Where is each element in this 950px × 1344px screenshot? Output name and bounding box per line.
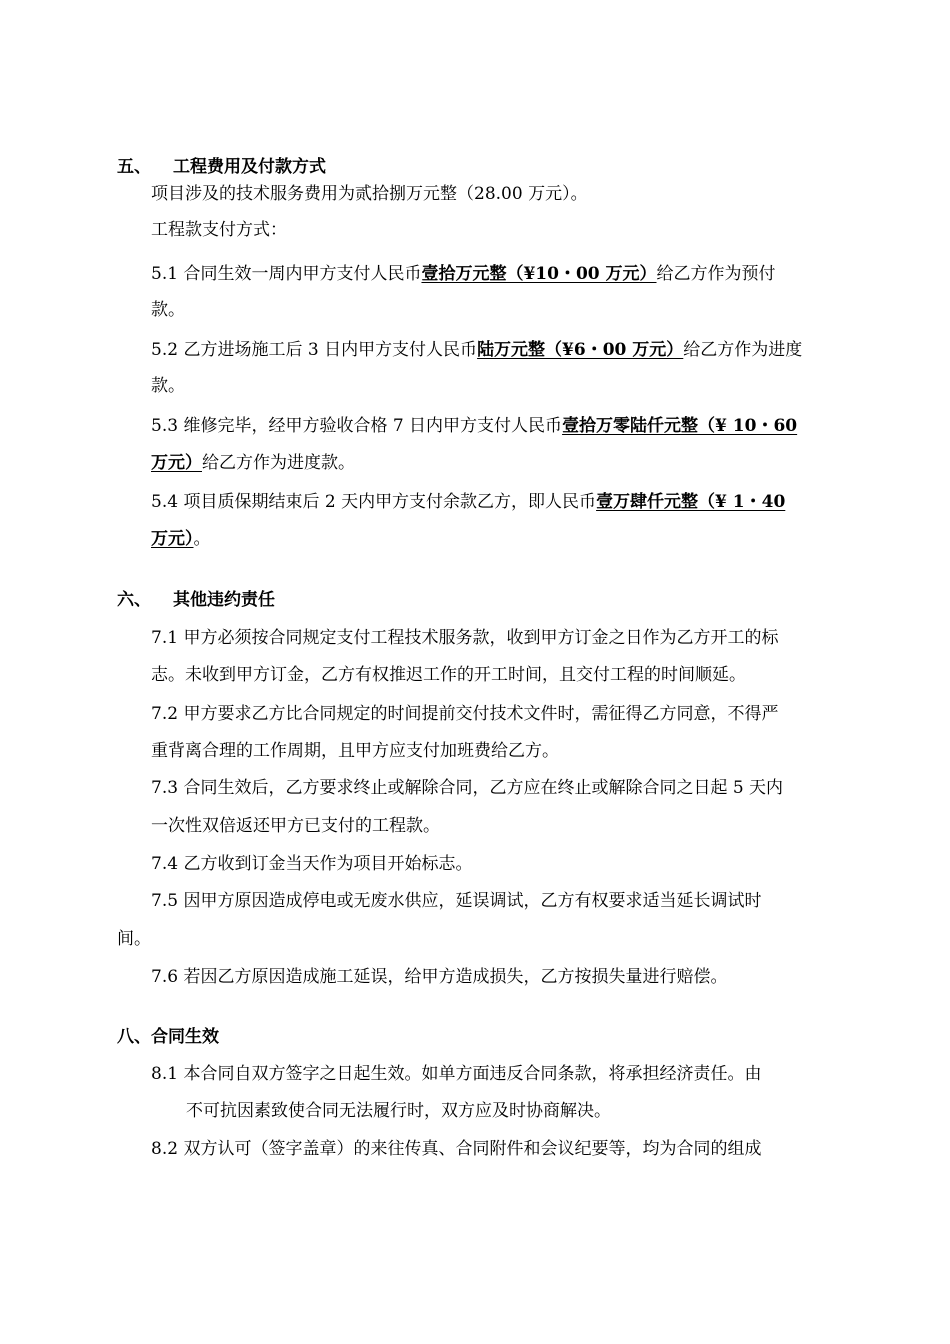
clause-5-2: [151, 338, 802, 362]
clause-5-3: [151, 414, 797, 438]
clause-7-1: 7.1 甲方必须按合同规定支付工程技术服务款，收到甲方订金之日作为乙方开工的标: [151, 628, 779, 648]
section-5-number: 五、: [117, 157, 151, 177]
clause-5-2-amount: 陆万元整（¥6・00 万元）: [477, 340, 684, 360]
clause-5-4-amount-cont: 万元）: [151, 529, 194, 549]
section-6-number: 六、: [117, 590, 151, 610]
clause-8-2: 8.2 双方认可（签字盖章）的来往传真、合同附件和会议纪要等，均为合同的组成: [151, 1139, 762, 1159]
clause-7-6: 7.6 若因乙方原因造成施工延误，给甲方造成损失，乙方按损失量进行赔偿。: [151, 967, 728, 987]
section-6-heading: [117, 588, 275, 612]
section-6-title: 其他违约责任: [173, 590, 275, 610]
section-5-heading: [117, 155, 326, 179]
clause-7-5-cont: 间。: [117, 929, 151, 949]
clause-5-2-cont: 款。: [151, 376, 185, 396]
clause-5-1-text: 5.1 合同生效一周内甲方支付人民币: [151, 264, 422, 284]
clause-8-1: 8.1 本合同自双方签字之日起生效。如单方面违反合同条款，将承担经济责任。由: [151, 1064, 762, 1084]
clause-5-2-text: 5.2 乙方进场施工后 3 日内甲方支付人民币: [151, 340, 478, 360]
section-5-title: 工程费用及付款方式: [173, 157, 326, 177]
clause-5-3-text: 5.3 维修完毕，经甲方验收合格 7 日内甲方支付人民币: [151, 416, 563, 436]
clause-5-4-tail: 。: [193, 529, 211, 549]
clause-7-2: 7.2 甲方要求乙方比合同规定的时间提前交付技术文件时，需征得乙方同意，不得严: [151, 704, 779, 724]
section-8-heading: 八、合同生效: [117, 1027, 219, 1047]
clause-5-1-cont: 款。: [151, 300, 185, 320]
clause-5-4-text: 5.4 项目质保期结束后 2 天内甲方支付余款乙方，即人民币: [151, 492, 597, 512]
clause-8-1-cont: 不可抗因素致使合同无法履行时，双方应及时协商解决。: [186, 1101, 611, 1121]
clause-5-3-cont: [151, 451, 355, 475]
clause-7-2-cont: 重背离合理的工作周期，且甲方应支付加班费给乙方。: [151, 741, 559, 761]
clause-5-1: [151, 262, 776, 286]
clause-5-4-cont: [151, 527, 211, 551]
payment-method-label: 工程款支付方式：: [151, 220, 287, 240]
clause-7-1-cont: 志。未收到甲方订金，乙方有权推迟工作的开工时间，且交付工程的时间顺延。: [151, 665, 746, 685]
clause-5-2-tail: 给乙方作为进度: [683, 340, 803, 360]
clause-7-3: 7.3 合同生效后，乙方要求终止或解除合同，乙方应在终止或解除合同之日起 5 天内: [151, 778, 784, 798]
clause-5-1-amount: 壹拾万元整（¥10・00 万元）: [421, 264, 657, 284]
clause-7-4: 7.4 乙方收到订金当天作为项目开始标志。: [151, 854, 473, 874]
clause-5-1-tail: 给乙方作为预付: [656, 264, 776, 284]
clause-5-4-amount: 壹万肆仟元整（¥ 1・40: [596, 492, 786, 512]
clause-7-3-cont: 一次性双倍返还甲方已支付的工程款。: [151, 816, 440, 836]
clause-5-3-amount-cont: 万元）: [151, 453, 202, 473]
clause-5-3-tail: 给乙方作为进度款。: [202, 453, 355, 473]
clause-7-5: 7.5 因甲方原因造成停电或无废水供应，延误调试，乙方有权要求适当延长调试时: [151, 891, 762, 911]
clause-5-4: [151, 490, 785, 514]
clause-5-3-amount: 壹拾万零陆仟元整（¥ 10・60: [562, 416, 798, 436]
fee-text: 项目涉及的技术服务费用为贰拾捌万元整（28.00 万元）。: [151, 184, 588, 204]
